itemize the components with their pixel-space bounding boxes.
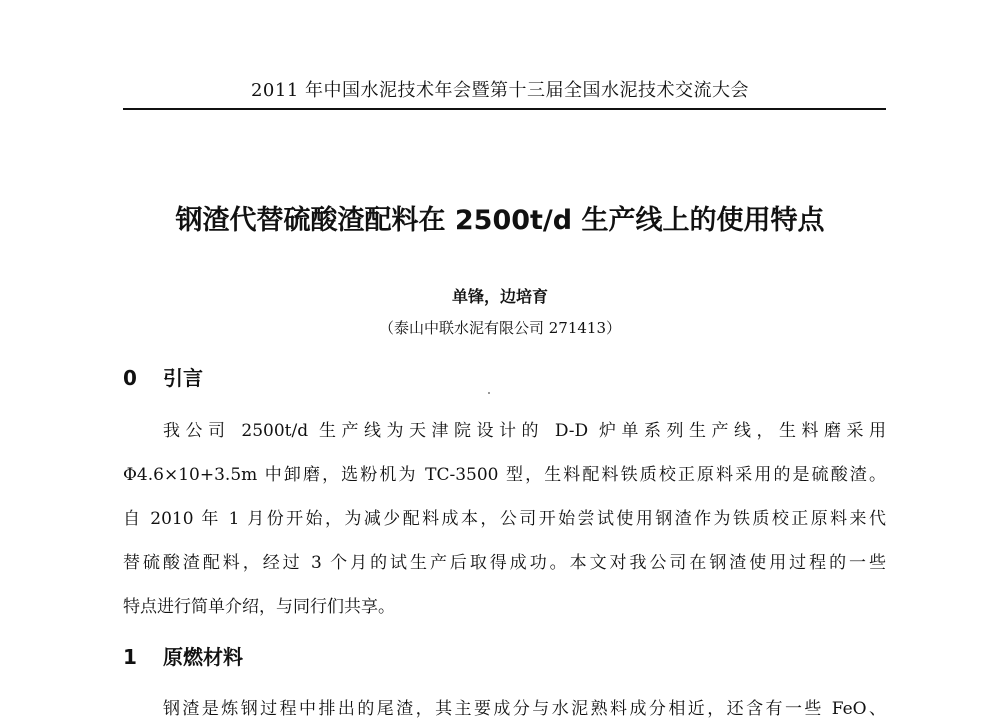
section-number: 0	[123, 366, 137, 390]
paragraph-line: 自 2010 年 1 月份开始，为减少配料成本，公司开始尝试使用钢渣作为铁质校正原料来代	[123, 509, 886, 529]
section-title: 引言	[163, 366, 203, 390]
paragraph-line: 钢渣是炼钢过程中排出的尾渣，其主要成分与水泥熟料成分相近，还含有一些 FeO、	[163, 699, 886, 719]
paragraph-line: 替硫酸渣配料，经过 3 个月的试生产后取得成功。本文对我公司在钢渣使用过程的一些	[123, 553, 886, 573]
header-rule	[123, 108, 886, 110]
affiliation: （泰山中联水泥有限公司 271413）	[378, 319, 622, 337]
paragraph-line: 我公司 2500t/d 生产线为天津院设计的 D-D 炉单系列生产线，生料磨采用	[163, 421, 886, 441]
section-heading-raw-materials	[123, 641, 243, 670]
scan-dot	[488, 392, 490, 394]
paper-title: 钢渣代替硫酸渣配料在 2500t/d 生产线上的使用特点	[175, 205, 825, 236]
section-number: 1	[123, 645, 137, 669]
section-title: 原燃材料	[163, 645, 243, 669]
paragraph-line: Φ4.6×10+3.5m 中卸磨，选粉机为 TC-3500 型，生料配料铁质校正原料采用的是硫酸渣。	[123, 465, 886, 485]
section-heading-introduction	[123, 362, 203, 391]
running-header: 2011 年中国水泥技术年会暨第十三届全国水泥技术交流大会	[250, 80, 750, 101]
paragraph-line: 特点进行简单介绍，与同行们共享。	[123, 597, 395, 617]
author-names: 单锋，边培育	[451, 287, 548, 306]
